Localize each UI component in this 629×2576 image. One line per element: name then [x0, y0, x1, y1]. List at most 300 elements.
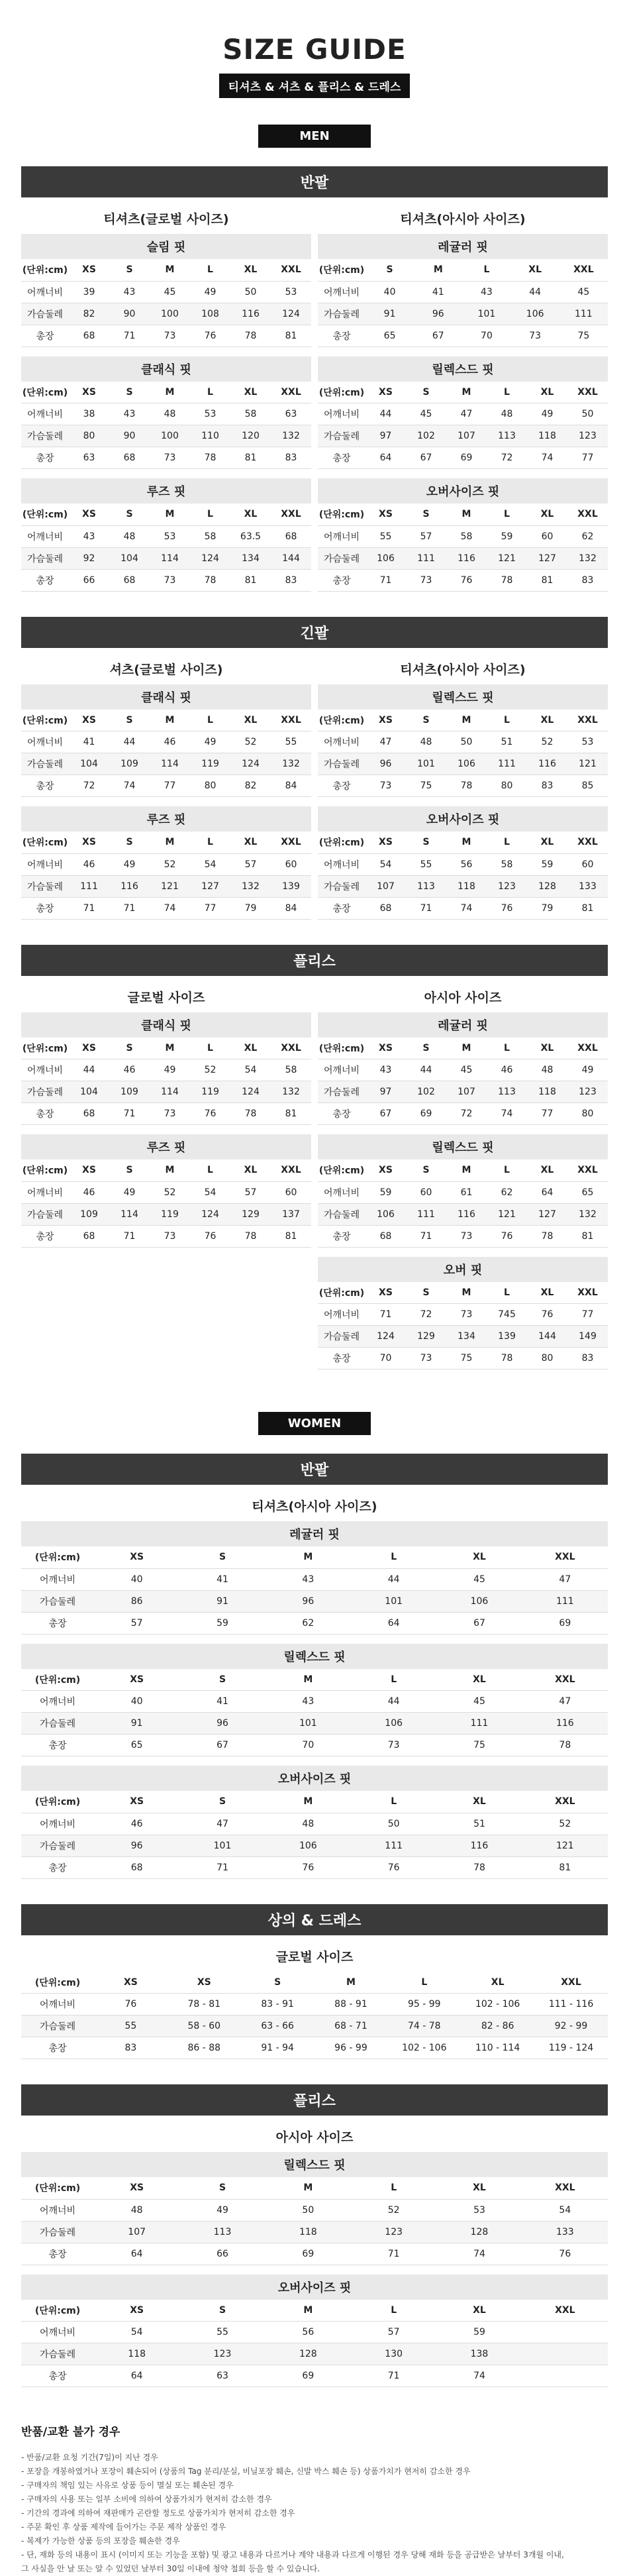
measurement-value: 49 — [109, 853, 150, 875]
size-table-header — [318, 1282, 608, 1304]
size-header: XS — [365, 832, 406, 853]
measurement-value: 69 — [406, 1103, 446, 1125]
fit-label: 클래식 핏 — [21, 684, 311, 710]
measurement-value: 111 — [406, 547, 446, 569]
measurement-value: 144 — [271, 547, 311, 569]
fit-label: 레귤러 핏 — [21, 1521, 608, 1546]
size-table-row — [318, 853, 608, 875]
measurement-value: 144 — [527, 1326, 567, 1348]
size-header: M — [266, 1791, 351, 1813]
measurement-value: 49 — [150, 1059, 190, 1081]
size-table-header — [21, 1791, 608, 1813]
measurement-label: 가슴둘레 — [21, 1203, 69, 1225]
measurement-label: 가슴둘레 — [21, 547, 69, 569]
size-table-row — [318, 1203, 608, 1225]
measurement-value: 58 — [230, 403, 271, 425]
size-header: XL — [527, 382, 567, 403]
measurement-value: 83 — [271, 447, 311, 469]
size-header: XS — [94, 2300, 179, 2322]
size-table-row — [318, 281, 608, 303]
measurement-value: 47 — [365, 731, 406, 753]
measurement-value: 133 — [567, 875, 608, 897]
measurement-value: 124 — [230, 1081, 271, 1103]
size-column — [318, 983, 608, 1379]
measurement-value: 43 — [462, 281, 510, 303]
size-table — [21, 2177, 608, 2265]
measurement-label: 어깨너비 — [21, 2322, 94, 2343]
size-header: S — [109, 1159, 150, 1181]
size-table-row — [318, 1059, 608, 1081]
measurement-value: 77 — [567, 447, 608, 469]
unit-label: (단위:cm) — [318, 259, 365, 281]
size-header: XL — [230, 382, 271, 403]
size-header: XL — [230, 832, 271, 853]
measurement-value: 128 — [436, 2221, 522, 2243]
size-table-row — [318, 1348, 608, 1369]
measurement-label: 가슴둘레 — [21, 1081, 69, 1103]
measurement-value: 81 — [230, 569, 271, 591]
measurement-value: 45 — [406, 403, 446, 425]
measurement-value: 96 - 99 — [314, 2037, 388, 2059]
measurement-label: 총장 — [21, 897, 69, 919]
measurement-label: 가슴둘레 — [318, 425, 365, 447]
measurement-value: 118 — [94, 2343, 179, 2365]
measurement-label: 총장 — [21, 447, 69, 469]
measurement-value: 74 — [109, 775, 150, 797]
measurement-value: 83 — [527, 775, 567, 797]
category-columns — [21, 1942, 608, 2069]
size-header: S — [241, 1972, 314, 1994]
fit-label: 클래식 핏 — [21, 356, 311, 382]
size-table-row — [21, 1590, 608, 1612]
size-header: S — [365, 259, 414, 281]
measurement-value: 73 — [150, 569, 190, 591]
measurement-value: 57 — [230, 1181, 271, 1203]
category-section — [21, 2084, 608, 2396]
size-header: M — [266, 1546, 351, 1568]
measurement-value: 38 — [69, 403, 109, 425]
size-column — [318, 204, 608, 601]
measurement-label: 어깨너비 — [318, 1181, 365, 1203]
measurement-value: 72 — [487, 447, 527, 469]
measurement-value: 81 — [522, 1856, 608, 1878]
measurement-value: 114 — [150, 753, 190, 775]
size-header: L — [487, 710, 527, 731]
measurement-value: 46 — [487, 1059, 527, 1081]
size-table-row — [318, 753, 608, 775]
measurement-value: 118 — [446, 875, 487, 897]
measurement-value: 113 — [487, 1081, 527, 1103]
size-table-row — [318, 425, 608, 447]
category-header: 반팔 — [21, 1454, 608, 1485]
measurement-value: 107 — [365, 875, 406, 897]
measurement-value: 101 — [266, 1713, 351, 1735]
size-table-row — [21, 1103, 311, 1125]
measurement-value: 97 — [365, 1081, 406, 1103]
size-table — [21, 710, 311, 798]
measurement-label: 가슴둘레 — [318, 547, 365, 569]
measurement-value: 50 — [446, 731, 487, 753]
measurement-value: 76 — [266, 1856, 351, 1878]
measurement-value: 72 — [446, 1103, 487, 1125]
measurement-value — [522, 2322, 608, 2343]
measurement-value: 74 — [436, 2243, 522, 2265]
measurement-label: 총장 — [318, 1225, 365, 1247]
measurement-value: 63 — [271, 403, 311, 425]
measurement-value: 102 - 106 — [461, 1994, 534, 2015]
size-header: M — [446, 504, 487, 525]
measurement-value: 43 — [365, 1059, 406, 1081]
measurement-value: 104 — [69, 1081, 109, 1103]
measurement-value: 745 — [487, 1304, 527, 1326]
measurement-value: 52 — [150, 853, 190, 875]
measurement-value: 101 — [351, 1590, 436, 1612]
column-title: 티셔츠(글로벌 사이즈) — [103, 212, 229, 227]
notes-list — [21, 2451, 608, 2576]
size-header: L — [487, 382, 527, 403]
size-table-header — [21, 1546, 608, 1568]
size-table-row — [318, 1181, 608, 1203]
size-header: XXL — [271, 710, 311, 731]
measurement-value: 53 — [271, 281, 311, 303]
size-table-row — [21, 325, 311, 347]
measurement-value: 58 - 60 — [168, 2015, 241, 2037]
measurement-value: 57 — [230, 853, 271, 875]
size-header: XS — [94, 1669, 179, 1691]
measurement-value: 45 — [436, 1691, 522, 1713]
measurement-value: 44 — [406, 1059, 446, 1081]
measurement-value: 83 — [567, 1348, 608, 1369]
measurement-value: 64 — [365, 447, 406, 469]
size-table-header — [21, 1669, 608, 1691]
column-title: 티셔츠(아시아 사이즈) — [400, 662, 526, 677]
measurement-value: 111 — [69, 875, 109, 897]
measurement-value: 48 — [94, 2199, 179, 2221]
size-header: M — [446, 1159, 487, 1181]
size-header: S — [179, 1791, 265, 1813]
measurement-value: 57 — [94, 1612, 179, 1634]
measurement-value: 65 — [365, 325, 414, 347]
note-item: - 구매자의 사용 또는 일부 소비에 의하여 상품가치가 현저히 감소한 경우 — [21, 2494, 272, 2504]
note-item: - 반품/교환 요청 기간(7일)이 지난 경우 — [21, 2452, 158, 2462]
size-table-row — [21, 547, 311, 569]
measurement-value: 59 — [365, 1181, 406, 1203]
measurement-value: 119 - 124 — [534, 2037, 608, 2059]
fit-label: 릴렉스드 핏 — [318, 684, 608, 710]
size-table-row — [318, 731, 608, 753]
size-table — [21, 259, 311, 347]
measurement-value: 111 — [436, 1713, 522, 1735]
measurement-value: 41 — [179, 1691, 265, 1713]
measurement-value: 47 — [522, 1568, 608, 1590]
measurement-value: 41 — [179, 1568, 265, 1590]
note-item: - 기간의 경과에 의하여 재판매가 곤란할 정도로 상품가치가 현저히 감소한 경우 — [21, 2508, 295, 2518]
size-header: XS — [365, 382, 406, 403]
measurement-label: 어깨너비 — [21, 853, 69, 875]
measurement-value: 65 — [567, 1181, 608, 1203]
measurement-value: 111 — [559, 303, 608, 325]
size-header: XL — [527, 1159, 567, 1181]
size-table-header — [21, 1972, 608, 1994]
measurement-value: 84 — [271, 897, 311, 919]
category-columns — [21, 983, 608, 1379]
measurement-value: 49 — [567, 1059, 608, 1081]
page-title: SIZE GUIDE — [222, 33, 407, 66]
measurement-value: 44 — [351, 1691, 436, 1713]
measurement-value: 71 — [365, 1304, 406, 1326]
measurement-value: 80 — [190, 775, 230, 797]
measurement-value: 134 — [446, 1326, 487, 1348]
measurement-label: 총장 — [318, 447, 365, 469]
measurement-value: 132 — [230, 875, 271, 897]
unit-label: (단위:cm) — [21, 382, 69, 403]
size-header: S — [406, 382, 446, 403]
size-header: S — [109, 504, 150, 525]
measurement-value: 64 — [351, 1612, 436, 1634]
measurement-value: 86 — [94, 1590, 179, 1612]
measurement-value: 44 — [365, 403, 406, 425]
measurement-value: 62 — [567, 525, 608, 547]
measurement-value: 78 — [230, 325, 271, 347]
measurement-value: 52 — [150, 1181, 190, 1203]
measurement-value: 111 - 116 — [534, 1994, 608, 2015]
size-header: XXL — [271, 832, 311, 853]
size-header: XXL — [522, 1669, 608, 1691]
measurement-label: 총장 — [318, 569, 365, 591]
measurement-value: 100 — [150, 425, 190, 447]
size-header: L — [351, 2300, 436, 2322]
measurement-value: 132 — [567, 1203, 608, 1225]
measurement-value: 110 - 114 — [461, 2037, 534, 2059]
measurement-value: 53 — [436, 2199, 522, 2221]
size-table-row — [21, 897, 311, 919]
fit-label: 루즈 핏 — [21, 1134, 311, 1159]
size-header: XXL — [567, 1159, 608, 1181]
size-header: XXL — [559, 259, 608, 281]
measurement-value: 46 — [109, 1059, 150, 1081]
measurement-value: 132 — [271, 1081, 311, 1103]
size-table-row — [21, 1081, 311, 1103]
size-header: M — [150, 832, 190, 853]
measurement-value: 68 - 71 — [314, 2015, 388, 2037]
measurement-value: 132 — [567, 547, 608, 569]
size-table-header — [21, 259, 311, 281]
unit-label: (단위:cm) — [21, 1669, 94, 1691]
size-header: XXL — [567, 832, 608, 853]
measurement-value: 54 — [94, 2322, 179, 2343]
measurement-value: 83 — [94, 2037, 168, 2059]
measurement-label: 총장 — [318, 775, 365, 797]
size-header: XL — [511, 259, 559, 281]
category-section — [21, 617, 608, 929]
category-header: 상의 & 드레스 — [21, 1904, 608, 1935]
size-table-header — [318, 710, 608, 731]
measurement-value: 92 - 99 — [534, 2015, 608, 2037]
measurement-value: 78 — [527, 1225, 567, 1247]
measurement-value: 83 — [271, 569, 311, 591]
size-header: S — [406, 832, 446, 853]
measurement-value: 109 — [109, 753, 150, 775]
measurement-value: 47 — [522, 1691, 608, 1713]
size-table-row — [21, 2199, 608, 2221]
measurement-value: 118 — [266, 2221, 351, 2243]
category-header: 플리스 — [21, 2084, 608, 2116]
measurement-value: 123 — [567, 425, 608, 447]
size-header: S — [109, 382, 150, 403]
measurement-label: 가슴둘레 — [21, 1713, 94, 1735]
measurement-value: 44 — [351, 1568, 436, 1590]
size-table-row — [318, 325, 608, 347]
measurement-value: 92 — [69, 547, 109, 569]
measurement-value: 77 — [567, 1304, 608, 1326]
measurement-value: 83 - 91 — [241, 1994, 314, 2015]
unit-label: (단위:cm) — [21, 2177, 94, 2199]
size-table-header — [21, 832, 311, 853]
measurement-label: 어깨너비 — [21, 403, 69, 425]
measurement-value: 43 — [69, 525, 109, 547]
size-header: XS — [69, 832, 109, 853]
measurement-value: 116 — [230, 303, 271, 325]
size-header: XL — [461, 1972, 534, 1994]
measurement-value: 46 — [69, 853, 109, 875]
measurement-value: 71 — [69, 897, 109, 919]
measurement-value: 130 — [351, 2343, 436, 2365]
measurement-value: 67 — [414, 325, 462, 347]
category-columns — [21, 2122, 608, 2396]
measurement-value: 79 — [527, 897, 567, 919]
size-table-row — [318, 447, 608, 469]
measurement-label: 총장 — [21, 1103, 69, 1125]
measurement-value: 104 — [109, 547, 150, 569]
size-table — [21, 504, 311, 592]
size-column — [21, 655, 311, 929]
size-table-row — [21, 1835, 608, 1856]
measurement-value: 39 — [69, 281, 109, 303]
unit-label: (단위:cm) — [318, 710, 365, 731]
measurement-value: 49 — [179, 2199, 265, 2221]
measurement-value: 106 — [266, 1835, 351, 1856]
measurement-value: 46 — [69, 1181, 109, 1203]
measurement-value: 76 — [487, 897, 527, 919]
measurement-value: 58 — [271, 1059, 311, 1081]
size-column — [21, 2122, 608, 2396]
measurement-value: 96 — [179, 1713, 265, 1735]
size-header: XXL — [271, 504, 311, 525]
size-table-row — [21, 2243, 608, 2265]
measurement-value: 49 — [190, 281, 230, 303]
size-table-row — [21, 1856, 608, 1878]
size-table-row — [21, 2322, 608, 2343]
size-header: XS — [94, 1972, 168, 1994]
measurement-value — [522, 2343, 608, 2365]
measurement-value: 51 — [436, 1813, 522, 1835]
size-header: M — [446, 1282, 487, 1304]
size-table-row — [21, 525, 311, 547]
size-header: XXL — [271, 1038, 311, 1059]
measurement-value: 71 — [365, 569, 406, 591]
size-header: L — [487, 1038, 527, 1059]
measurement-value: 84 — [271, 775, 311, 797]
size-header: M — [446, 710, 487, 731]
measurement-value: 78 — [436, 1856, 522, 1878]
size-table-row — [318, 403, 608, 425]
unit-label: (단위:cm) — [318, 382, 365, 403]
measurement-value: 113 — [179, 2221, 265, 2243]
size-header: XL — [527, 1038, 567, 1059]
size-table-row — [318, 897, 608, 919]
unit-label: (단위:cm) — [21, 259, 69, 281]
size-table — [21, 1669, 608, 1757]
measurement-value: 63 - 66 — [241, 2015, 314, 2037]
measurement-value: 107 — [446, 425, 487, 447]
men-label: MEN — [258, 125, 371, 148]
measurement-label: 어깨너비 — [318, 731, 365, 753]
measurement-value: 76 — [351, 1856, 436, 1878]
measurement-value: 43 — [266, 1568, 351, 1590]
measurement-value: 59 — [487, 525, 527, 547]
measurement-value: 67 — [179, 1735, 265, 1756]
size-table-row — [21, 425, 311, 447]
measurement-value: 41 — [69, 731, 109, 753]
measurement-label: 어깨너비 — [21, 1994, 94, 2015]
size-table-header — [21, 2300, 608, 2322]
column-title: 티셔츠(아시아 사이즈) — [252, 1499, 377, 1514]
measurement-value: 75 — [406, 775, 446, 797]
measurement-value: 74 — [436, 2365, 522, 2387]
fit-label: 레귤러 핏 — [318, 234, 608, 259]
size-header: XXL — [522, 2177, 608, 2199]
measurement-value: 68 — [365, 897, 406, 919]
measurement-value: 73 — [446, 1304, 487, 1326]
measurement-value: 74 — [527, 447, 567, 469]
measurement-label: 가슴둘레 — [318, 1081, 365, 1103]
measurement-value: 71 — [109, 1103, 150, 1125]
measurement-label: 어깨너비 — [21, 2199, 94, 2221]
size-table-header — [318, 382, 608, 403]
size-header: XXL — [567, 710, 608, 731]
measurement-value: 49 — [109, 1181, 150, 1203]
fit-label: 오버사이즈 핏 — [21, 2275, 608, 2300]
size-header: S — [109, 1038, 150, 1059]
size-table-row — [21, 875, 311, 897]
measurement-value: 70 — [266, 1735, 351, 1756]
fit-label: 슬림 핏 — [21, 234, 311, 259]
unit-label: (단위:cm) — [21, 1546, 94, 1568]
measurement-value: 116 — [109, 875, 150, 897]
size-table-row — [21, 1813, 608, 1835]
measurement-value: 133 — [522, 2221, 608, 2243]
measurement-value: 55 — [271, 731, 311, 753]
measurement-value: 124 — [190, 547, 230, 569]
measurement-value: 128 — [527, 875, 567, 897]
size-header: L — [351, 1546, 436, 1568]
size-table-row — [318, 775, 608, 797]
note-item: - 단, 재화 등의 내용이 표시 (이미지 또는 기능을 포함) 및 광고 내용과 다르거나 계약 내용과 다르게 이행된 경우 당해 재화 등을 공급받은 날부터 3개월 이내, — [21, 2549, 564, 2559]
measurement-value: 104 — [69, 753, 109, 775]
size-header: XL — [230, 504, 271, 525]
size-table — [21, 1972, 608, 2060]
size-header: M — [446, 382, 487, 403]
measurement-value: 114 — [109, 1203, 150, 1225]
measurement-value: 106 — [446, 753, 487, 775]
measurement-value: 106 — [511, 303, 559, 325]
note-item: 그 사실을 안 날 또는 알 수 있었던 날부터 30일 이내에 청약 철회 등을 할 수 있습니다. — [21, 2563, 320, 2573]
page-subtitle: 티셔츠 & 셔츠 & 플리스 & 드레스 — [219, 74, 411, 98]
measurement-value: 71 — [351, 2365, 436, 2387]
measurement-value: 41 — [414, 281, 462, 303]
measurement-value: 58 — [487, 853, 527, 875]
measurement-value: 129 — [230, 1203, 271, 1225]
